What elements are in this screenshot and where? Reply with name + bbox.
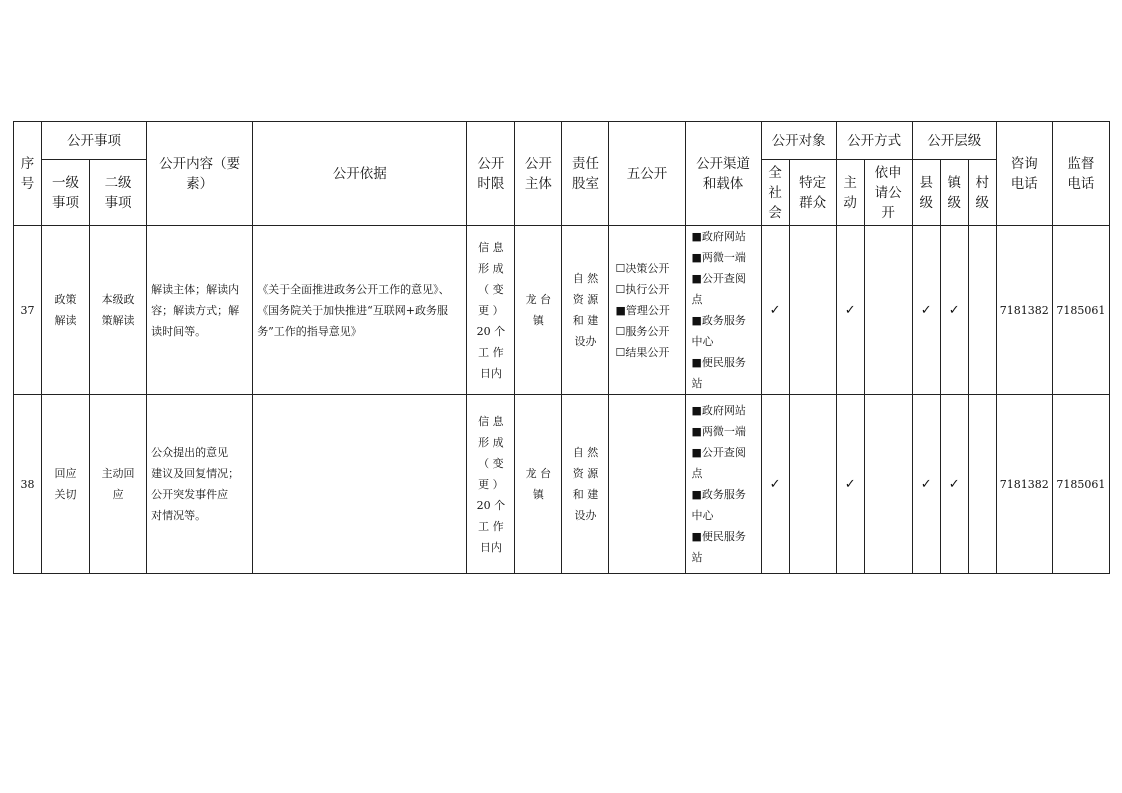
cell-content: 解读主体；解读内容；解读方式；解读时间等。	[147, 226, 253, 395]
cell-basis	[253, 395, 467, 574]
cell-channels: ■政府网站 ■两微一端 ■公开查阅 点 ■政务服务 中心 ■便民服务 站	[685, 226, 761, 395]
cell-consult-phone: 7181382	[996, 395, 1052, 574]
cell-subject: 龙 台 镇	[515, 395, 562, 574]
header-consult-phone: 咨询 电话	[996, 122, 1052, 226]
table-row	[14, 226, 1110, 395]
check-county: ✓	[912, 395, 940, 574]
cell-basis: 《关于全面推进政务公开工作的意见》、《国务院关于加快推进“互联网+政务服务”工作的指导意见》	[253, 226, 467, 395]
cell-supervise-phone: 7185061	[1052, 226, 1109, 395]
cell-consult-phone: 7181382	[996, 226, 1052, 395]
check-specific-group	[789, 226, 836, 395]
header-level-group: 公开层级	[912, 122, 996, 160]
check-village	[968, 395, 996, 574]
table-row	[14, 395, 1110, 574]
cell-level1: 政策 解读	[42, 226, 90, 395]
check-on-request	[864, 226, 912, 395]
check-county: ✓	[912, 226, 940, 395]
cell-content: 公众提出的意见 建议及回复情况； 公开突发事件应 对情况等。	[147, 395, 253, 574]
header-method-group: 公开方式	[836, 122, 912, 160]
header-time-limit: 公开 时限	[467, 122, 515, 226]
cell-seq: 38	[14, 395, 42, 574]
header-target-group: 公开对象	[761, 122, 836, 160]
check-specific-group	[789, 395, 836, 574]
cell-time-limit: 信 息 形 成 （ 变 更 ） 20 个 工 作 日内	[467, 226, 515, 395]
header-basis: 公开依据	[253, 122, 467, 226]
header-supervise-phone: 监督 电话	[1052, 122, 1109, 226]
header-on-request: 依申 请公 开	[864, 160, 912, 226]
header-channels: 公开渠道 和载体	[685, 122, 761, 226]
header-item-group: 公开事项	[42, 122, 147, 160]
header-specific-group: 特定 群众	[789, 160, 836, 226]
check-whole-society: ✓	[761, 226, 789, 395]
cell-level1: 回应 关切	[42, 395, 90, 574]
header-level2: 二级 事项	[90, 160, 147, 226]
header-whole-society: 全 社 会	[761, 160, 789, 226]
cell-channels: ■政府网站 ■两微一端 ■公开查阅 点 ■政务服务 中心 ■便民服务 站	[685, 395, 761, 574]
check-active: ✓	[836, 226, 864, 395]
header-subject: 公开 主体	[515, 122, 562, 226]
check-whole-society: ✓	[761, 395, 789, 574]
check-active: ✓	[836, 395, 864, 574]
cell-five-open: ☐决策公开 ☐执行公开 ■管理公开 ☐服务公开 ☐结果公开	[609, 226, 685, 395]
header-village: 村 级	[968, 160, 996, 226]
header-seq: 序 号	[14, 122, 42, 226]
check-town: ✓	[940, 226, 968, 395]
header-county: 县 级	[912, 160, 940, 226]
cell-level2: 本级政 策解读	[90, 226, 147, 395]
check-town: ✓	[940, 395, 968, 574]
header-office: 责任 股室	[562, 122, 609, 226]
cell-supervise-phone: 7185061	[1052, 395, 1109, 574]
cell-five-open	[609, 395, 685, 574]
cell-seq: 37	[14, 226, 42, 395]
header-active: 主 动	[836, 160, 864, 226]
header-five-open: 五公开	[609, 122, 685, 226]
cell-subject: 龙 台 镇	[515, 226, 562, 395]
check-on-request	[864, 395, 912, 574]
cell-office: 自 然 资 源 和 建 设办	[562, 395, 609, 574]
header-town: 镇 级	[940, 160, 968, 226]
disclosure-table	[13, 121, 1110, 574]
cell-level2: 主动回 应	[90, 395, 147, 574]
cell-office: 自 然 资 源 和 建 设办	[562, 226, 609, 395]
cell-time-limit: 信 息 形 成 （ 变 更 ） 20 个 工 作 日内	[467, 395, 515, 574]
check-village	[968, 226, 996, 395]
header-content: 公开内容（要 素）	[147, 122, 253, 226]
header-level1: 一级 事项	[42, 160, 90, 226]
